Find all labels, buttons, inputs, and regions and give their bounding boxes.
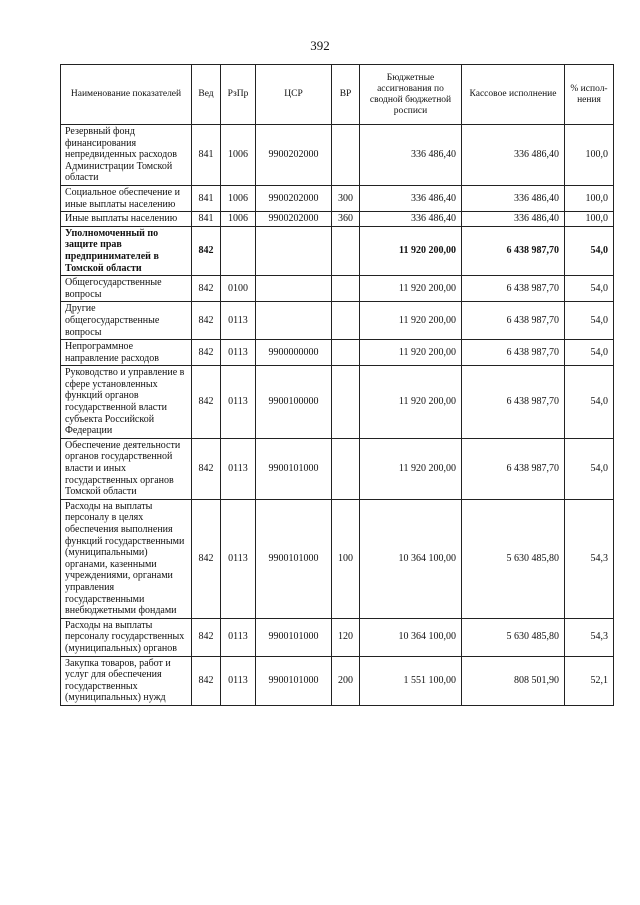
cell-pct: 54,0: [565, 438, 614, 499]
cell-budget: 10 364 100,00: [360, 618, 462, 656]
cell-rzpr: 0113: [221, 499, 256, 618]
cell-name: Социальное обеспечение и иные выплаты населению: [61, 185, 192, 211]
cell-name: Расходы на выплаты персоналу в целях обеспечения выполнения функций государственными (муниципальными) органами, казенными учреждениями, органами управления государственными внебюджетными фондами: [61, 499, 192, 618]
cell-name: Резервный фонд финансирования непредвиденных расходов Администрации Томской области: [61, 125, 192, 186]
page-number: 392: [310, 38, 330, 53]
cell-vr: 200: [332, 656, 360, 705]
table-row: [61, 438, 614, 499]
cell-rzpr: 1006: [221, 125, 256, 186]
cell-csr: 9900202000: [256, 185, 332, 211]
cell-csr: 9900202000: [256, 212, 332, 227]
cell-ved: 842: [192, 656, 221, 705]
cell-budget: 11 920 200,00: [360, 438, 462, 499]
cell-rzpr: 0113: [221, 366, 256, 439]
cell-rzpr: [221, 226, 256, 275]
cell-vr: [332, 302, 360, 340]
cell-ved: 842: [192, 340, 221, 366]
cell-cash: 6 438 987,70: [462, 226, 565, 275]
cell-budget: 10 364 100,00: [360, 499, 462, 618]
cell-rzpr: 0113: [221, 302, 256, 340]
cell-budget: 11 920 200,00: [360, 302, 462, 340]
cell-csr: 9900101000: [256, 499, 332, 618]
cell-budget: 11 920 200,00: [360, 340, 462, 366]
cell-pct: 54,3: [565, 499, 614, 618]
cell-budget: 11 920 200,00: [360, 226, 462, 275]
cell-csr: 9900202000: [256, 125, 332, 186]
cell-name: Обеспечение деятельности органов государственной власти и иных государственных органов Томской области: [61, 438, 192, 499]
cell-vr: [332, 276, 360, 302]
cell-pct: 54,0: [565, 340, 614, 366]
table-row: [61, 226, 614, 275]
table-row: [61, 340, 614, 366]
cell-csr: [256, 276, 332, 302]
cell-rzpr: 0113: [221, 340, 256, 366]
table-row: [61, 185, 614, 211]
cell-ved: 842: [192, 438, 221, 499]
table-row: [61, 212, 614, 227]
cell-ved: 841: [192, 185, 221, 211]
header-ved: Вед: [192, 65, 221, 125]
cell-cash: 6 438 987,70: [462, 340, 565, 366]
cell-pct: 100,0: [565, 125, 614, 186]
cell-csr: 9900101000: [256, 618, 332, 656]
table-row: [61, 499, 614, 618]
cell-cash: 6 438 987,70: [462, 366, 565, 439]
cell-ved: 842: [192, 302, 221, 340]
cell-vr: [332, 366, 360, 439]
cell-name: Уполномоченный по защите прав предпринимателей в Томской области: [61, 226, 192, 275]
cell-budget: 11 920 200,00: [360, 366, 462, 439]
table-row: [61, 618, 614, 656]
cell-pct: 54,0: [565, 276, 614, 302]
cell-vr: [332, 340, 360, 366]
cell-csr: [256, 226, 332, 275]
cell-pct: 52,1: [565, 656, 614, 705]
cell-rzpr: 0113: [221, 618, 256, 656]
cell-rzpr: 0113: [221, 656, 256, 705]
cell-vr: [332, 125, 360, 186]
cell-name: Расходы на выплаты персоналу государственных (муниципальных) органов: [61, 618, 192, 656]
cell-cash: 336 486,40: [462, 125, 565, 186]
table-row: [61, 276, 614, 302]
table-row: [61, 366, 614, 439]
header-cash: Кассовое исполнение: [462, 65, 565, 125]
cell-cash: 6 438 987,70: [462, 438, 565, 499]
cell-pct: 54,0: [565, 226, 614, 275]
cell-vr: [332, 438, 360, 499]
header-rzpr: РзПр: [221, 65, 256, 125]
cell-vr: 360: [332, 212, 360, 227]
cell-csr: 9900101000: [256, 438, 332, 499]
cell-ved: 842: [192, 366, 221, 439]
cell-cash: 6 438 987,70: [462, 302, 565, 340]
cell-rzpr: 1006: [221, 185, 256, 211]
cell-ved: 842: [192, 618, 221, 656]
table-row: [61, 125, 614, 186]
header-name: Наименование показателей: [61, 65, 192, 125]
cell-pct: 54,3: [565, 618, 614, 656]
cell-ved: 841: [192, 125, 221, 186]
cell-vr: [332, 226, 360, 275]
cell-cash: 336 486,40: [462, 212, 565, 227]
cell-ved: 842: [192, 499, 221, 618]
cell-name: Другие общегосударственные вопросы: [61, 302, 192, 340]
cell-rzpr: 1006: [221, 212, 256, 227]
header-vr: ВР: [332, 65, 360, 125]
cell-pct: 100,0: [565, 212, 614, 227]
cell-name: Общегосударственные вопросы: [61, 276, 192, 302]
cell-ved: 842: [192, 226, 221, 275]
cell-cash: 5 630 485,80: [462, 499, 565, 618]
cell-budget: 336 486,40: [360, 212, 462, 227]
cell-vr: 100: [332, 499, 360, 618]
cell-ved: 842: [192, 276, 221, 302]
cell-vr: 120: [332, 618, 360, 656]
cell-cash: 808 501,90: [462, 656, 565, 705]
table-header-row: [61, 65, 614, 125]
cell-csr: [256, 302, 332, 340]
cell-pct: 54,0: [565, 302, 614, 340]
cell-budget: 336 486,40: [360, 185, 462, 211]
header-csr: ЦСР: [256, 65, 332, 125]
cell-csr: 9900101000: [256, 656, 332, 705]
table-row: [61, 656, 614, 705]
cell-budget: 336 486,40: [360, 125, 462, 186]
table-row: [61, 302, 614, 340]
cell-csr: 9900100000: [256, 366, 332, 439]
header-pct: % испол-нения: [565, 65, 614, 125]
cell-pct: 100,0: [565, 185, 614, 211]
cell-pct: 54,0: [565, 366, 614, 439]
cell-budget: 1 551 100,00: [360, 656, 462, 705]
table-body: [61, 125, 614, 706]
cell-name: Иные выплаты населению: [61, 212, 192, 227]
cell-cash: 6 438 987,70: [462, 276, 565, 302]
header-budget: Бюджетные ассигнования по сводной бюджетной росписи: [360, 65, 462, 125]
cell-name: Закупка товаров, работ и услуг для обеспечения государственных (муниципальных) нужд: [61, 656, 192, 705]
cell-cash: 336 486,40: [462, 185, 565, 211]
cell-cash: 5 630 485,80: [462, 618, 565, 656]
cell-rzpr: 0100: [221, 276, 256, 302]
budget-table: [60, 64, 614, 706]
cell-name: Непрограммное направление расходов: [61, 340, 192, 366]
cell-budget: 11 920 200,00: [360, 276, 462, 302]
cell-ved: 841: [192, 212, 221, 227]
cell-vr: 300: [332, 185, 360, 211]
cell-name: Руководство и управление в сфере установленных функций органов государственной власти субъекта Российской Федерации: [61, 366, 192, 439]
cell-csr: 9900000000: [256, 340, 332, 366]
cell-rzpr: 0113: [221, 438, 256, 499]
